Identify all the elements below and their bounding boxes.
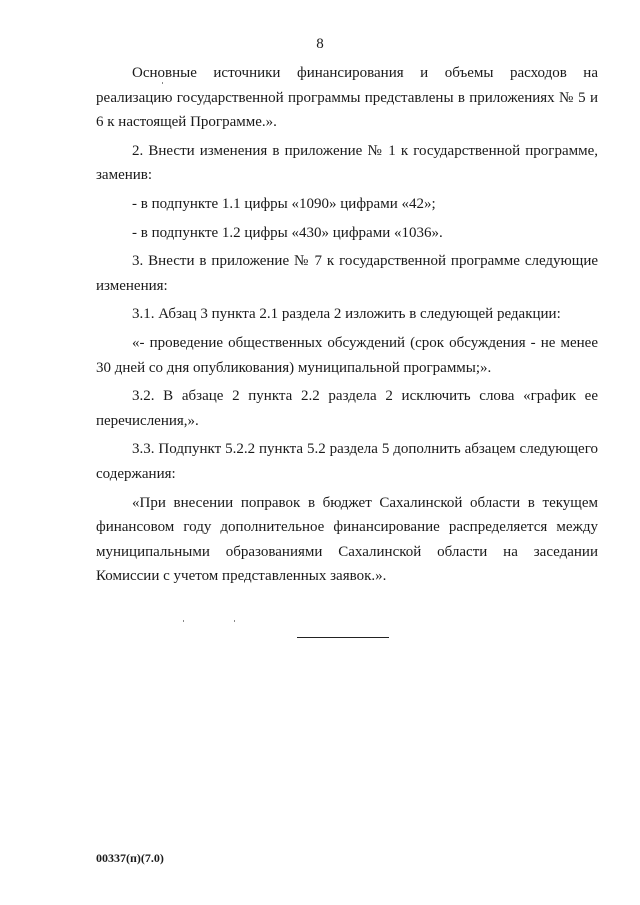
document-code: 00337(п)(7.0) — [96, 851, 164, 865]
page-number: 8 — [316, 36, 324, 52]
end-separator-line — [297, 637, 389, 638]
document-body — [96, 61, 598, 593]
paragraph-subitem-1-1: - в подпункте 1.1 цифры «1090» цифрами «42»; — [132, 195, 436, 212]
paragraph-item-3: 3. Внести в приложение № 7 к государственной программе следующие изменения: — [96, 253, 598, 294]
paragraph-item-3-1: 3.1. Абзац 3 пункта 2.1 раздела 2 изложить в следующей редакции: — [132, 306, 561, 323]
scan-speck — [234, 620, 235, 622]
paragraph-quote-public-discussion: «- проведение общественных обсуждений (срок обсуждения - не менее 30 дней со дня опубликования) муниципальной программы;». — [96, 334, 598, 376]
paragraph-quote-budget-amendments: «При внесении поправок в бюджет Сахалинской области в текущем финансовом году дополнительное финансирование распределяется между муниципальными образованиями Сахалинской области на заседании Комиссии с учетом представленных заявок.». — [96, 494, 598, 585]
paragraph-subitem-1-2: - в подпункте 1.2 цифры «430» цифрами «1036». — [132, 224, 443, 241]
paragraph-financing-sources: Основные источники финансирования и объемы расходов на реализацию государственной программы представлены в приложениях № 5 и 6 к настоящей Программе.». — [96, 65, 598, 131]
paragraph-item-2: 2. Внести изменения в приложение № 1 к государственной программе, заменив: — [96, 142, 598, 184]
scan-speck — [162, 82, 163, 84]
paragraph-item-3-2: 3.2. В абзаце 2 пункта 2.2 раздела 2 исключить слова «график ее перечисления,». — [96, 388, 598, 429]
scan-speck — [183, 620, 184, 622]
paragraph-item-3-3: 3.3. Подпункт 5.2.2 пункта 5.2 раздела 5 дополнить абзацем следующего содержания: — [96, 441, 598, 482]
